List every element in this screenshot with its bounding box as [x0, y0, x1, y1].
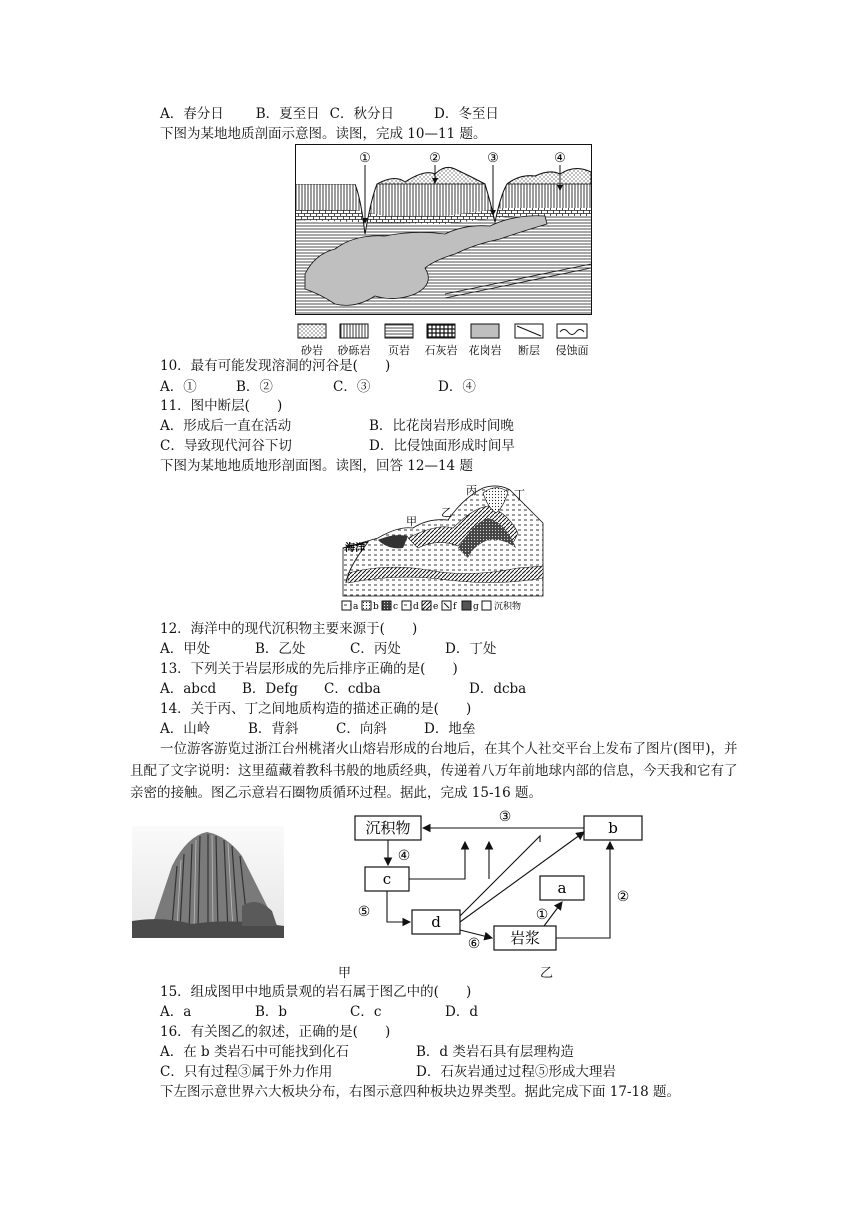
intro-10-11: 下图为某地地质剖面示意图。读图，完成 10—11 题。 — [160, 126, 487, 142]
label-yi: 乙 — [441, 506, 452, 519]
option: C．向斜 — [336, 721, 387, 737]
option: D．石灰岩通过过程⑤形成大理岩 — [416, 1064, 616, 1080]
terrain-profile-figure — [338, 478, 558, 618]
legend-label: a — [353, 602, 359, 612]
option: B．比花岗岩形成时间晚 — [369, 418, 514, 434]
option: B．d 类岩石具有层理构造 — [416, 1044, 574, 1060]
option: B．Defg — [242, 681, 298, 697]
option: A．甲处 — [160, 641, 211, 657]
option: D．丁处 — [445, 641, 497, 657]
option: D．dcba — [469, 681, 527, 697]
q12-options — [160, 640, 496, 658]
legend-label: d — [413, 602, 419, 612]
q11-options-row1 — [160, 417, 514, 435]
legend-label: f — [453, 602, 457, 612]
option: A．山岭 — [160, 721, 211, 737]
option: B．② — [236, 379, 273, 395]
label-sea: 海洋 — [345, 543, 365, 554]
q11-stem: 11．图中断层( ) — [160, 398, 283, 414]
option: B．夏至日 — [255, 106, 320, 122]
option: D．冬至日 — [434, 106, 499, 122]
option: B．乙处 — [255, 641, 306, 657]
legend-label: 页岩 — [388, 344, 410, 357]
q15-options — [160, 1003, 478, 1021]
label-bing: 丙 — [466, 484, 477, 497]
q11-options-row2 — [160, 437, 515, 455]
legend-label: b — [373, 602, 379, 612]
label-ding: 丁 — [514, 488, 525, 501]
arrow-label-3: ③ — [498, 809, 512, 825]
q16-options-row1 — [160, 1043, 574, 1061]
arrow-label-2: ② — [616, 889, 630, 905]
legend-label: 石灰岩 — [424, 344, 458, 357]
option: C．c — [350, 1004, 382, 1020]
q13-options — [160, 680, 526, 698]
option: C．只有过程③属于外力作用 — [160, 1064, 333, 1080]
legend-label: 沉积物 — [494, 602, 522, 612]
option: D．比侵蚀面形成时间早 — [369, 438, 515, 454]
label-magma: 岩浆 — [509, 929, 541, 947]
option: A．abcd — [160, 681, 217, 697]
option: D．④ — [438, 379, 476, 395]
marker-3: ③ — [487, 151, 499, 166]
option: D．d — [445, 1004, 478, 1020]
option: C．导致现代河谷下切 — [160, 438, 292, 454]
option: B．背斜 — [248, 721, 299, 737]
option: A．形成后一直在活动 — [160, 418, 292, 434]
q16-stem: 16．有关图乙的叙述，正确的是( ) — [160, 1024, 391, 1040]
label-jia: 甲 — [406, 515, 417, 528]
passage-15-16: 一位游客游览过浙江台州桃渚火山熔岩形成的台地后，在其个人社交平台上发布了图片(图甲)，并且配了文字说明：这里蕴藏着教科书般的地质经典，传递着八万年前地球内部的信息，今天我和它有了亲密的接触。图乙示意岩石圈物质循环过程。据此，完成 15-16 题。 — [130, 741, 738, 801]
q10-options — [160, 378, 476, 396]
caption-jia: 甲 — [338, 966, 352, 981]
label-b: b — [608, 819, 618, 837]
arrow-label-4: ④ — [397, 848, 411, 864]
option: D．地垒 — [424, 721, 476, 737]
label-a: a — [557, 879, 567, 897]
q12-stem: 12．海洋中的现代沉积物主要来源于( ) — [160, 621, 418, 637]
legend-label: c — [393, 602, 399, 612]
q16-options-row2 — [160, 1063, 616, 1081]
fig1-legend — [298, 324, 589, 357]
legend-label: e — [433, 602, 439, 612]
q14-options — [160, 720, 475, 738]
legend-label: 侵蚀面 — [555, 344, 589, 357]
option: A．a — [160, 1004, 192, 1020]
geologic-profile-figure — [295, 144, 592, 360]
option: C．秋分日 — [329, 106, 395, 122]
legend-label: 砂岩 — [301, 344, 323, 357]
q13-stem: 13．下列关于岩层形成的先后排序正确的是( ) — [160, 661, 458, 677]
option: A．春分日 — [160, 106, 224, 122]
label-c: c — [382, 870, 392, 888]
label-sediment: 沉积物 — [365, 819, 411, 837]
legend-label: 断层 — [518, 344, 540, 357]
label-d: d — [431, 913, 441, 931]
arrow-label-5: ⑤ — [357, 904, 371, 920]
arrow-label-1: ① — [535, 907, 549, 923]
fig2-legend — [342, 600, 521, 612]
intro-12-14: 下图为某地地质地形剖面图。读图，回答 12—14 题 — [160, 458, 473, 474]
marker-4: ④ — [554, 151, 566, 166]
legend-label: 砂砾岩 — [337, 344, 371, 357]
arrow-label-6: ⑥ — [467, 936, 481, 952]
marker-2: ② — [429, 151, 441, 166]
q9-options — [160, 105, 499, 123]
intro-17-18: 下左图示意世界六大板块分布，右图示意四种板块边界类型。据此完成下面 17-18 题。 — [160, 1084, 680, 1100]
rock-cycle-diagram — [352, 808, 652, 958]
legend-label: 花岗岩 — [468, 344, 502, 357]
q15-stem: 15．组成图甲中地质景观的岩石属于图乙中的( ) — [160, 984, 472, 1000]
option: A．在 b 类岩石中可能找到化石 — [160, 1044, 349, 1060]
q10-stem: 10．最有可能发现溶洞的河谷是( ) — [160, 358, 391, 374]
columnar-basalt-photo — [132, 826, 284, 938]
q14-stem: 14．关于丙、丁之间地质构造的描述正确的是( ) — [160, 701, 472, 717]
legend-label: g — [473, 602, 479, 612]
marker-1: ① — [359, 151, 371, 166]
option: A．① — [160, 379, 197, 395]
option: C．③ — [333, 379, 371, 395]
option: C．cdba — [324, 681, 381, 697]
option: C．丙处 — [350, 641, 401, 657]
caption-yi: 乙 — [540, 966, 554, 981]
option: B．b — [255, 1004, 288, 1020]
